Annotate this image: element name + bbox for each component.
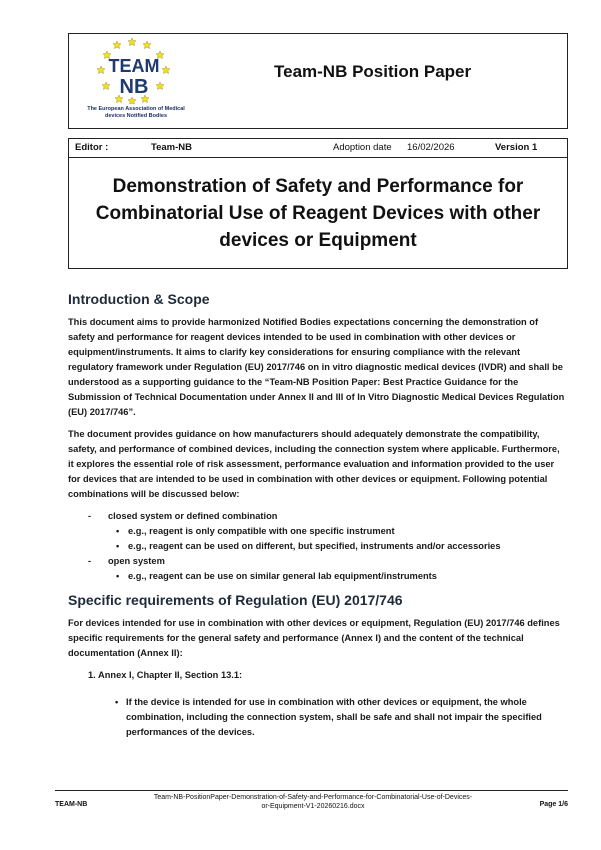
list-item-closed: - closed system or defined combination bbox=[68, 509, 566, 524]
requirements-item-1-bullet: • If the device is intended for use in combination with other devices or equipment, the whole combination, including the connection system, shall be safe and shall not impair the specified performances of the devices. bbox=[68, 695, 566, 740]
page-number: Page 1/6 bbox=[539, 801, 568, 808]
list-item-open-a: • e.g., reagent can be use on similar general lab equipment/instruments bbox=[68, 569, 566, 584]
intro-paragraph-2: The document provides guidance on how manufacturers should adequately demonstrate the compatibility, safety, and performance of combined devices, including the connection system where applicable. Furthermore, it explores the essential role of risk assessment, performance evaluation and information provided to the user for devices that are intended to be used in combination with other devices or equipment. Following potential combinations will be discussed below: bbox=[68, 429, 560, 499]
adoption-date-value: 16/02/2026 bbox=[407, 142, 455, 153]
document-title: Demonstration of Safety and Performance for Combinatorial Use of Reagent Devices with other devices or Equipment bbox=[68, 157, 568, 269]
combination-list bbox=[68, 509, 566, 584]
logo-stars-icon bbox=[97, 38, 177, 104]
header-box bbox=[68, 33, 568, 129]
requirements-heading: Specific requirements of Regulation (EU) 2017/746 bbox=[68, 592, 403, 608]
page-footer bbox=[55, 790, 568, 821]
requirements-item-1: 1. Annex I, Chapter II, Section 13.1: bbox=[88, 670, 243, 680]
list-item-open: - open system bbox=[68, 554, 566, 569]
requirements-paragraph: For devices intended for use in combination with other devices or equipment, Regulation (EU) 2017/746 defines specific requirements for the general safety and performance (Annex I) and the content of the technical documentation (Annex II): bbox=[68, 618, 560, 658]
svg-text:NB: NB bbox=[119, 76, 149, 98]
intro-heading: Introduction & Scope bbox=[68, 291, 210, 307]
list-item-closed-a: • e.g., reagent is only compatible with one specific instrument bbox=[68, 524, 566, 539]
editor-label: Editor : bbox=[75, 142, 109, 153]
logo-tagline: The European Association of Medical devices Notified Bodies bbox=[87, 106, 185, 119]
adoption-date-label: Adoption date bbox=[333, 142, 392, 153]
header-title: Team-NB Position Paper bbox=[274, 62, 472, 81]
list-item-closed-b: • e.g., reagent can be used on different, but specified, instruments and/or accessories bbox=[68, 539, 566, 554]
document-body bbox=[68, 290, 566, 740]
version-label: Version 1 bbox=[495, 142, 538, 153]
meta-row bbox=[68, 138, 568, 158]
footer-filename: Team-NB-PositionPaper-Demonstration-of-Safety-and-Performance-for-Combinatorial-Use-of-Devices-or-Equipment-V1-20260216.docx bbox=[153, 794, 473, 810]
team-nb-logo bbox=[81, 38, 191, 126]
editor-value: Team-NB bbox=[151, 142, 192, 153]
svg-text:TEAM: TEAM bbox=[108, 56, 160, 76]
footer-left: TEAM-NB bbox=[55, 801, 88, 808]
intro-paragraph-1: This document aims to provide harmonized Notified Bodies expectations concerning the demonstration of safety and performance for reagent devices intended to be used in combination with other devices or equipment/instruments. It aims to clarify key considerations for ensuring compliance with the relevant regulatory framework under Regulation (EU) 2017/746 on in vitro diagnostic medical devices (IVDR) and shall be understood as a supporting guidance to the “Team-NB Position Paper: Best Practice Guidance for the Submission of Technical Documentation under Annex II and III of In Vitro Diagnostic Medical Devices Regulation (EU) 2017/746”. bbox=[68, 317, 565, 417]
